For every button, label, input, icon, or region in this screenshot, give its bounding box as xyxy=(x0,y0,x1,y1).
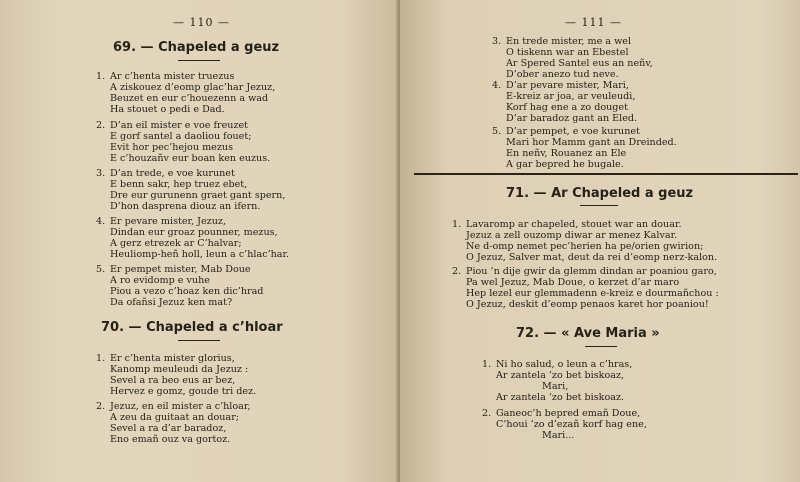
hymn-71-title: 71. — Ar Chapeled a geuz xyxy=(506,186,694,201)
hymn-70-verse-5: 5. D’ar pempet, e voe kurunet Mari hor Mamm gant an Dreinded. En neñv, Rouanez an Ele A gar bepred he bugale. xyxy=(492,126,677,170)
hymn-69-title: 69. — Chapeled a geuz xyxy=(113,40,280,55)
hymn-71-verse-1: 1. Lavaromp ar chapeled, stouet war an douar. Jezuz a zell ouzomp diwar ar menez Kalvar. Ne d-omp nemet pec’herien ha pe/orien gwirion; O Jezuz, Salver mat, deut da rei d’eomp nerz-kalon. xyxy=(452,219,718,263)
hymn-69-verse-3: 3. D’an trede, e voe kurunet E benn sakr, hep truez ebet, Dre eur gurunenn graet gant spern, D’hon dasprena diouz an ifern. xyxy=(96,168,286,212)
hymn-71-verse-2: 2. Piou ’n dije gwir da glemm dindan ar poaniou garo, Pa wel Jezuz, Mab Doue, o kerzet d’ar maro Hep lezel eur glemmadenn e-kreiz e dourmañchou : O Jezuz, deskit d’eomp penaos karet hor poaniou! xyxy=(452,266,719,310)
title-underline xyxy=(178,340,220,341)
hymn-69-verse-2: 2. D’an eil mister e voe freuzet E gorf santel a daoliou fouet; Evit hor pec’hejou mezus E c’houzañv eur boan ken euzus. xyxy=(96,120,271,164)
hymn-70-title: 70. — Chapeled a c’hloar xyxy=(101,320,283,335)
hymn-72-verse-1: 1. Ni ho salud, o leun a c’hras, Ar zantela ’zo bet biskoaz, Mari, Ar zantela ’zo bet biskoaz. xyxy=(482,359,633,403)
hymn-70-verse-3: 3. En trede mister, me a wel O tiskenn war an Ebestel Ar Spered Santel eus an neñv, D’ober anezo tud neve. xyxy=(492,36,653,80)
page-number-left: — 110 — xyxy=(173,16,230,29)
hymn-69-verse-1: 1. Ar c’henta mister truezus A ziskouez d’eomp glac’har Jezuz, Beuzet en eur c’houezenn a wad Ha stouet o pedi e Dad. xyxy=(96,71,276,115)
title-underline xyxy=(585,346,617,347)
hymn-70-verse-2: 2. Jezuz, en eil mister a c’hloar, A zeu da guitaat an douar; Sevel a ra d’ar baradoz, Eno emañ ouz va gortoz. xyxy=(96,401,251,445)
hymn-70-verse-1: 1. Er c’henta mister glorius, Kanomp meuleudi da Jezuz : Sevel a ra beo eus ar bez, Hervez e gomz, goude tri dez. xyxy=(96,353,257,397)
hymn-72-title: 72. — « Ave Maria » xyxy=(516,326,660,341)
page-number-right: — 111 — xyxy=(565,16,622,29)
hymn-70-verse-4: 4. D’ar pevare mister, Mari, E-kreiz ar joa, ar veuleudi, Korf hag ene a zo douget D’ar baradoz gant an Eled. xyxy=(492,80,638,124)
hymn-69-verse-5: 5. Er pempet mister, Mab Doue A ro evidomp e vuhe Piou a vezo c’hoaz ken dic’hrad Da ofañsi Jezuz ken mat? xyxy=(96,264,264,308)
right-page xyxy=(400,0,800,482)
hymn-72-verse-2: 2. Ganeoc’h bepred emañ Doue, C’houi ’zo d’ezañ korf hag ene, Mari... xyxy=(482,408,647,441)
title-underline xyxy=(580,205,618,206)
title-underline xyxy=(178,60,220,61)
hymn-69-verse-4: 4. Er pevare mister, Jezuz, Dindan eur groaz pounner, mezus, A gerz etrezek ar C’halvar; Heuliomp-heñ holl, leun a c’hlac’har. xyxy=(96,216,290,260)
section-divider xyxy=(414,173,798,175)
